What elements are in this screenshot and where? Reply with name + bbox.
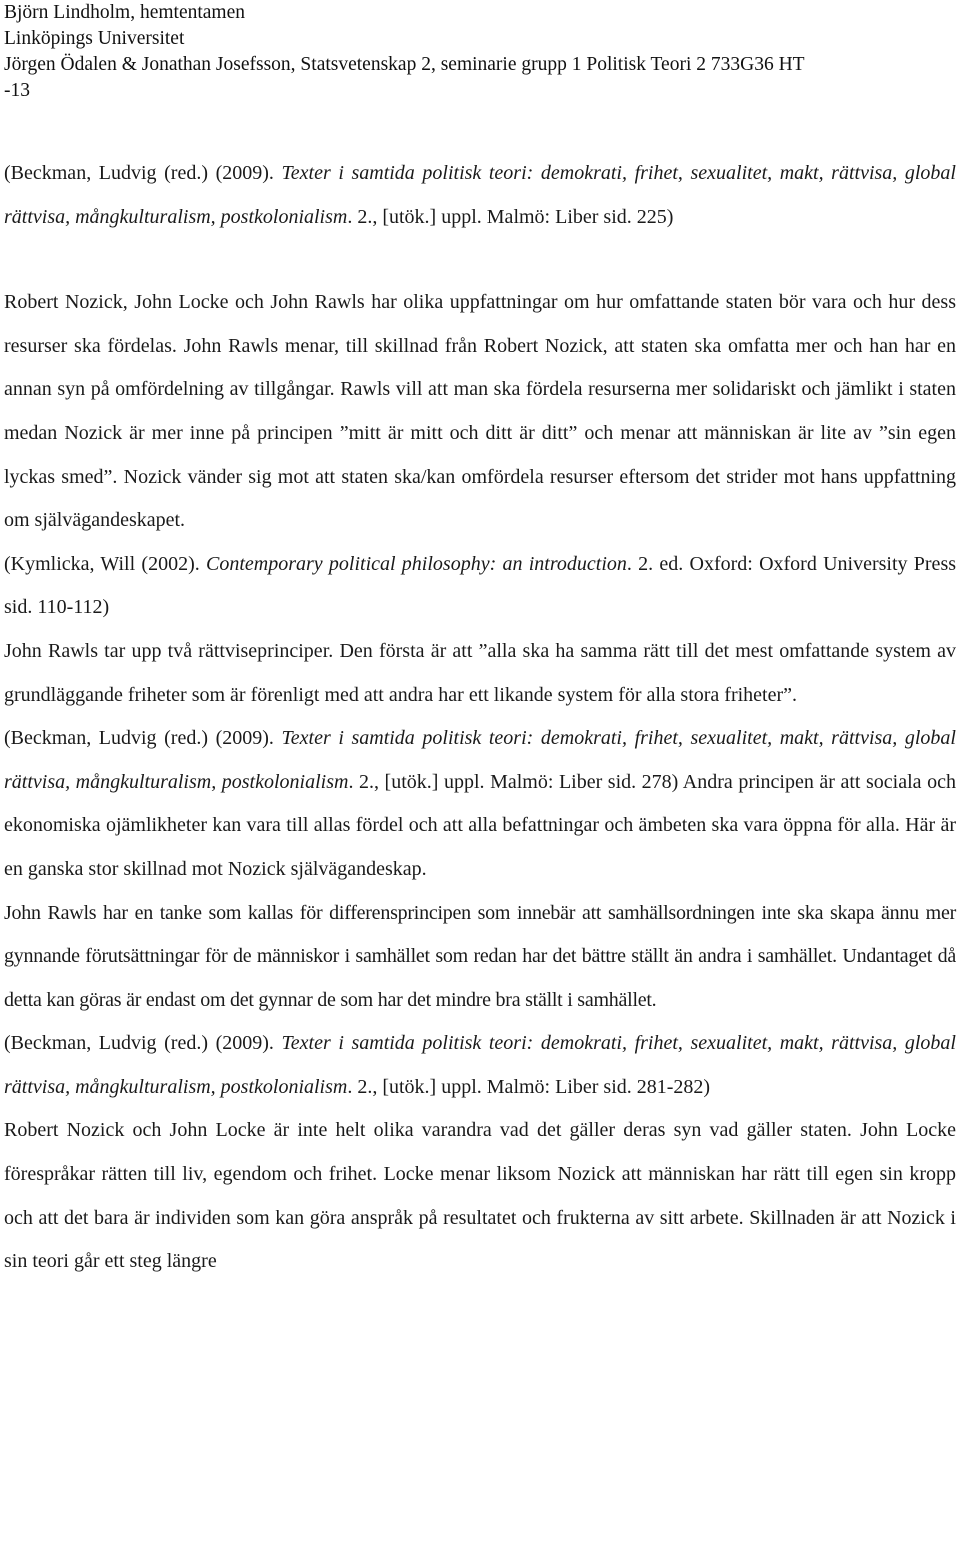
citation-author: (Beckman, Ludvig (red.) (2009). (4, 1032, 282, 1055)
citation-title: Texter i samtida politisk teori: demokrati, frihet, sexualitet, makt, rättvisa, global rättvisa, mångkulturalism, postkolonialism (4, 727, 956, 793)
document-header (4, 0, 956, 104)
citation-kymlicka (4, 543, 956, 630)
citation-details: . 2., [utök.] uppl. Malmö: Liber sid. 281-282) (347, 1075, 711, 1098)
header-author-line: Björn Lindholm, hemtentamen (4, 2, 245, 23)
citation-beckman-278 (4, 717, 956, 891)
citation-author: (Kymlicka, Will (2002). (4, 552, 206, 575)
citation-beckman-225 (4, 152, 956, 239)
citation-details: . 2., [utök.] uppl. Malmö: Liber sid. 278) (348, 770, 683, 793)
citation-beckman-281 (4, 1022, 956, 1109)
paragraph-second-principle: Andra principen är att sociala och ekonomiska ojämlikheter kan vara till allas fördel och att alla befattningar och ämbeten ska vara öppna för alla. Här är en ganska stor skillnad mot Nozick självägandeskap. (4, 770, 956, 880)
paragraph-nozick-locke: Robert Nozick och John Locke är inte helt olika varandra vad det gäller deras syn vad gäller staten. John Locke förespråkar rätten till liv, egendom och frihet. Locke menar liksom Nozick att människan har rätt till egen sin kropp och att det bara är individen som kan göra anspråk på resultatet och frukterna av sitt arbete. Skillnaden är att Nozick i sin teori går ett steg längre (4, 1119, 956, 1273)
citation-author: (Beckman, Ludvig (red.) (2009). (4, 162, 282, 184)
header-course-line: Jörgen Ödalen & Jonathan Josefsson, Statsvetenskap 2, seminarie grupp 1 Politisk Teori 2 733G36 HT (4, 54, 805, 75)
citation-title: Contemporary political philosophy: an introduction (205, 552, 627, 575)
citation-title: Texter i samtida politisk teori: demokrati, frihet, sexualitet, makt, rättvisa, global rättvisa, mångkulturalism, postkolonialism (4, 162, 956, 228)
paragraph-nozick-rawls: Robert Nozick, John Locke och John Rawls har olika uppfattningar om hur omfattande staten bör vara och hur dess resurser ska fördelas. John Rawls menar, till skillnad från Robert Nozick, att staten ska omfatta mer och han har en annan syn på omfördelning av tillgångar. Rawls vill att man ska fördela resurserna mer solidariskt och jämlikt i staten medan Nozick är mer inne på principen ”mitt är mitt och ditt är ditt” och menar att människan är lite av ”sin egen lyckas smed”. Nozick vänder sig mot att staten ska/kan omfördela resurser eftersom det strider mot hans uppfattning om självägandeskapet. (4, 291, 956, 532)
citation-title: Texter i samtida politisk teori: demokrati, frihet, sexualitet, makt, rättvisa, global rättvisa, mångkulturalism, postkolonialism (4, 1032, 956, 1098)
header-term-line: -13 (4, 80, 30, 101)
paragraph-difference-principle: John Rawls har en tanke som kallas för differensprincipen som innebär att samhällsordningen inte ska skapa ännu mer gynnande förutsättningar för de människor i samhället som redan har det bättre ställt än andra i samhället. Undantaget då detta kan göras är endast om det gynnar de som har det mindre bra ställt i samhället. (4, 901, 956, 1011)
citation-details: . 2., [utök.] uppl. Malmö: Liber sid. 225) (347, 205, 674, 228)
paragraph-rawls-principles: John Rawls tar upp två rättviseprinciper. Den första är att ”alla ska ha samma rätt till det mest omfattande system av grundläggande friheter som är förenligt med att andra har ett likande system för alla stora friheter”. (4, 639, 956, 706)
citation-details: . 2. ed. Oxford: Oxford University Press sid. 110-112) (4, 552, 957, 619)
document-body (4, 152, 956, 1284)
citation-author: (Beckman, Ludvig (red.) (2009). (4, 727, 282, 750)
header-university-line: Linköpings Universitet (4, 28, 185, 49)
